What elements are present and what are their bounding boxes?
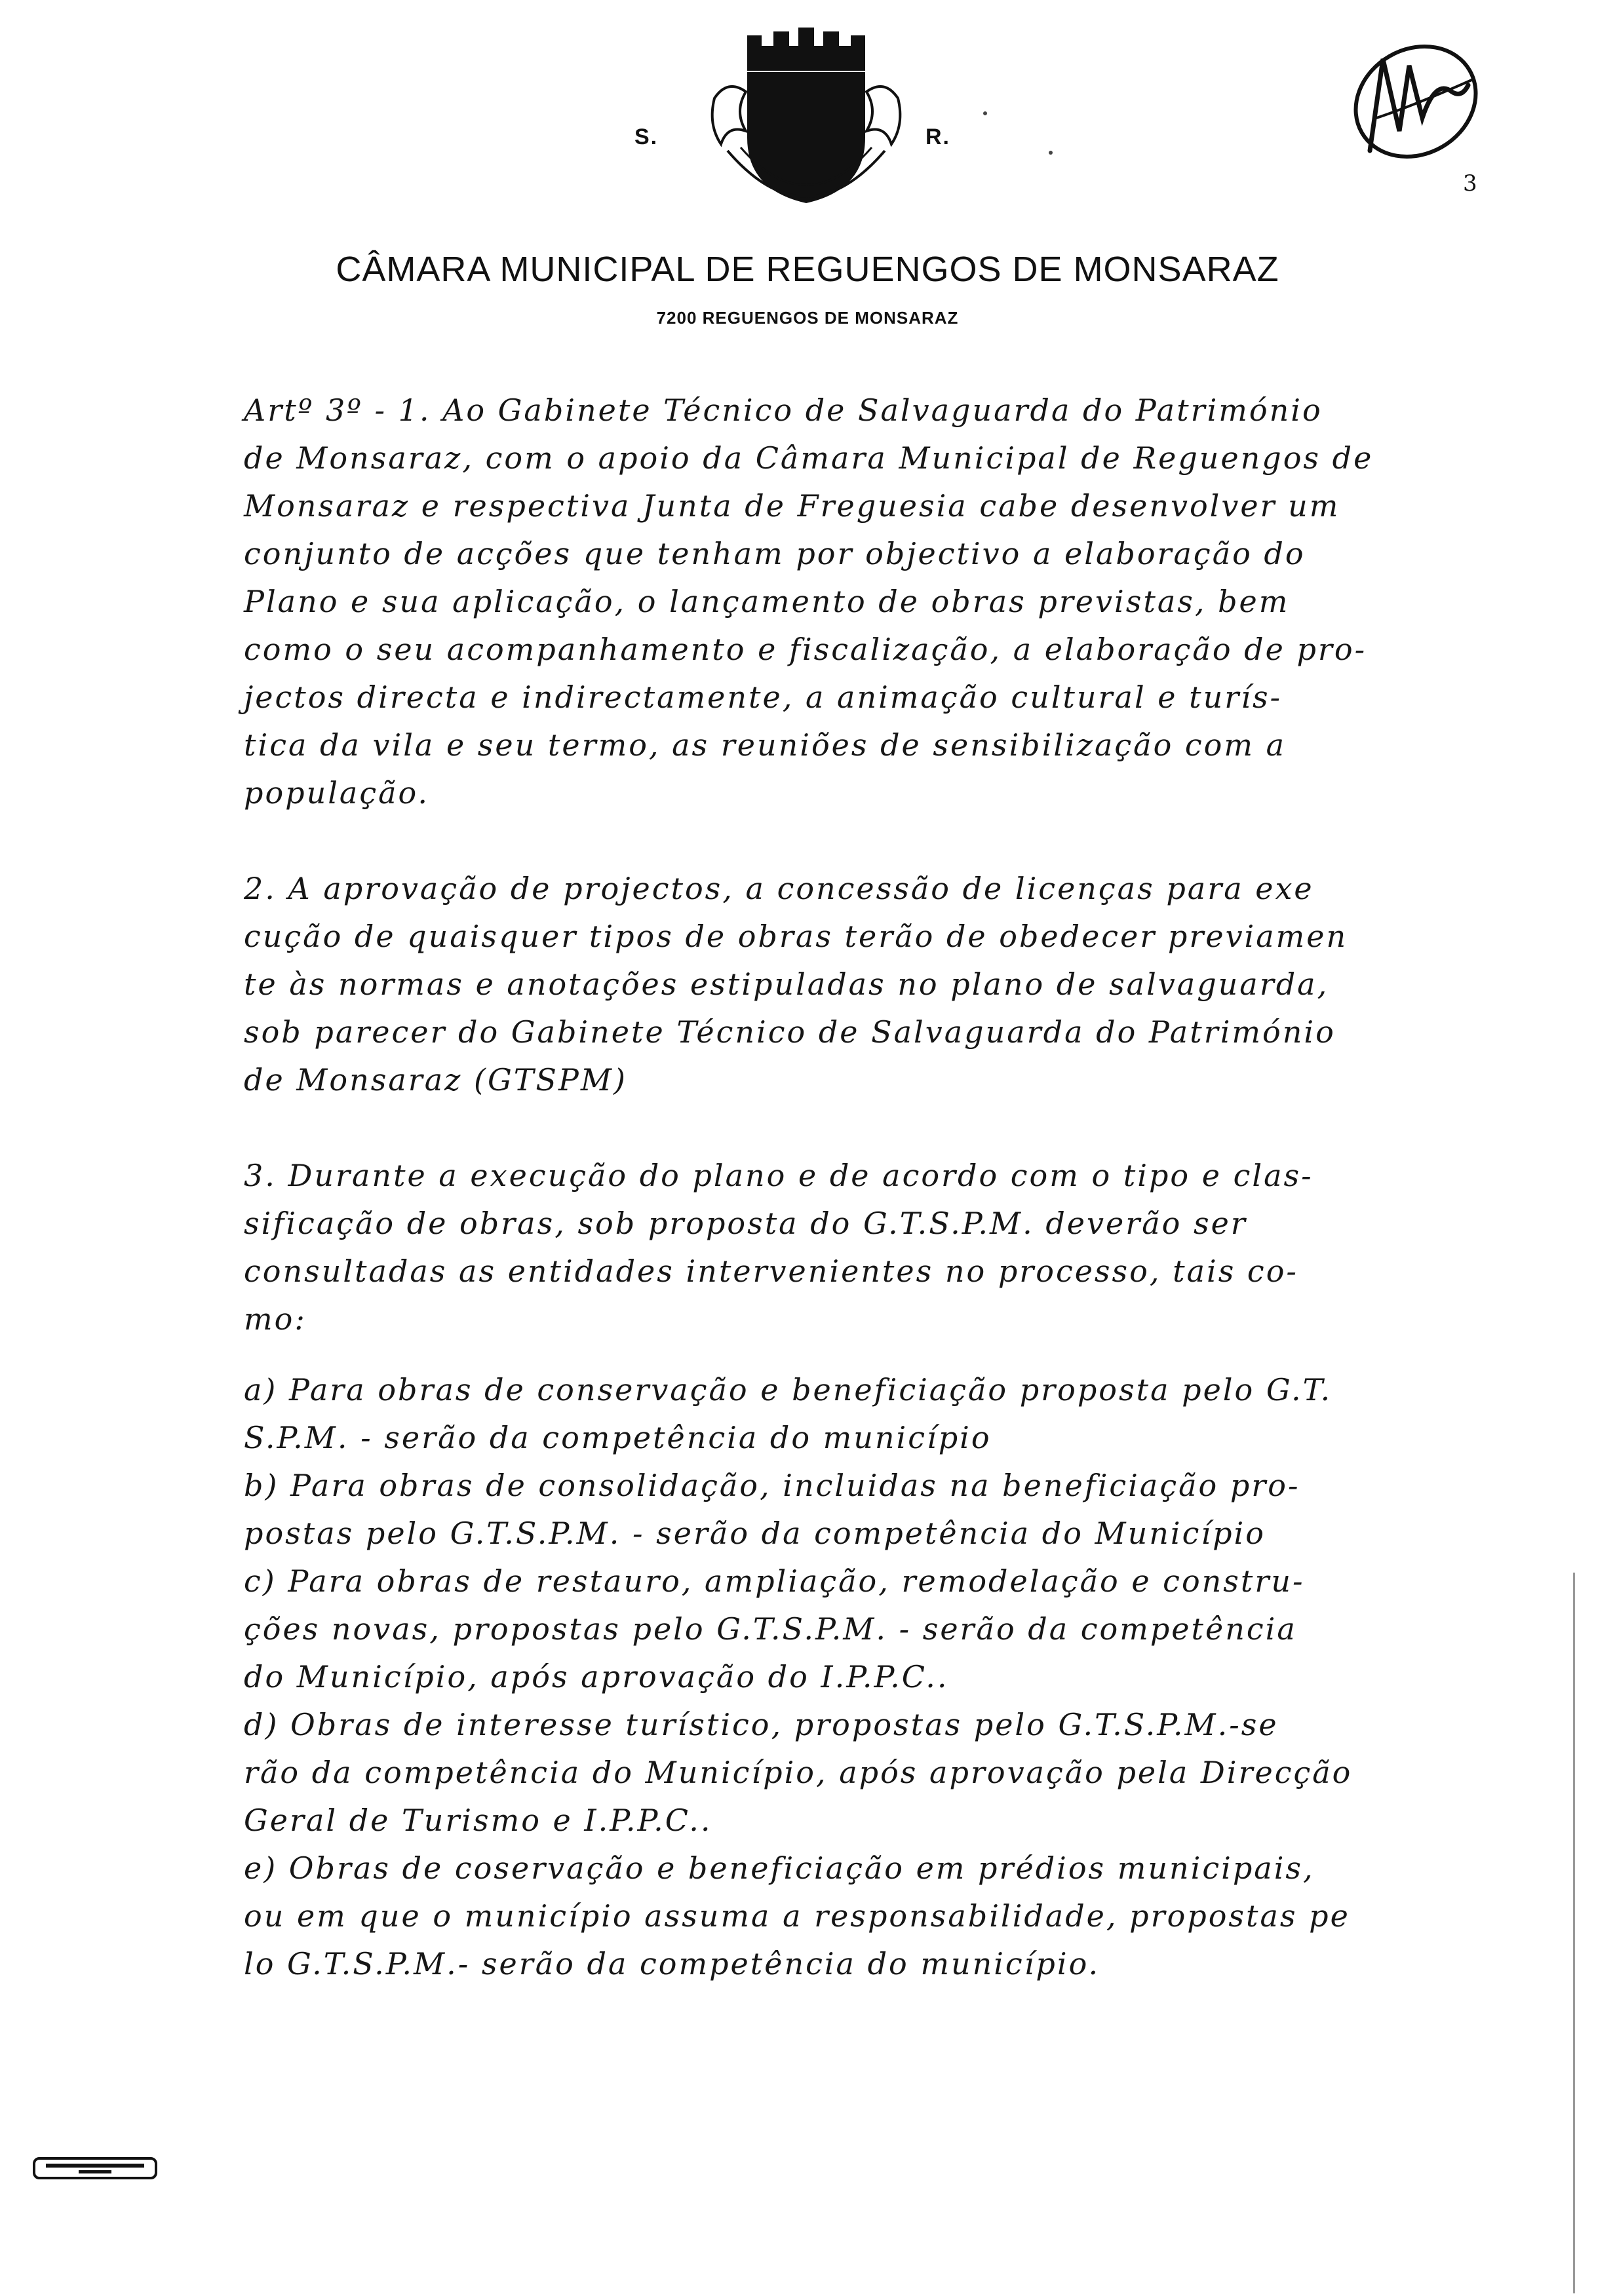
article-line: como o seu acompanhamento e fiscalização, a elaboração de pro- (244, 632, 1367, 667)
letterhead-right-letter: R. (925, 124, 950, 149)
scan-dot-mark-2 (1049, 151, 1058, 160)
article-line: conjunto de acções que tenham por objectivo a elaboração do (244, 536, 1306, 571)
clause-3-line: 3. Durante a execução do plano e de acordo com o tipo e clas- (244, 1158, 1313, 1193)
list-item-line: d) Obras de interesse turístico, propostas pelo G.T.S.P.M.-se (244, 1707, 1279, 1742)
clause-2-line: de Monsaraz (GTSPM) (244, 1062, 627, 1098)
article-line: Monsaraz e respectiva Junta de Freguesia cabe desenvolver um (244, 488, 1340, 524)
list-item-line: ou em que o município assuma a responsabilidade, propostas pe (244, 1898, 1350, 1934)
list-item-line: S.P.M. - serão da competência do município (244, 1420, 992, 1455)
list-item-line: postas pelo G.T.S.P.M. - serão da competência do Município (244, 1516, 1266, 1551)
list-item-line: b) Para obras de consolidação, incluidas na beneficiação pro- (244, 1468, 1300, 1503)
article-line: jectos directa e indirectamente, a animação cultural e turís- (244, 679, 1283, 715)
organization-address: 7200 REGUENGOS DE MONSARAZ (656, 308, 959, 328)
clause-3-line: mo: (244, 1301, 307, 1337)
list-item-line: c) Para obras de restauro, ampliação, remodelação e constru- (244, 1563, 1305, 1599)
scan-edge-line (1573, 1573, 1575, 2293)
list-item-line: e) Obras de coservação e beneficiação em prédios municipais, (244, 1850, 1315, 1886)
handwritten-signature (1337, 20, 1494, 177)
article-line: tica da vila e seu termo, as reuniões de sensibilização com a (244, 727, 1287, 763)
scan-dot-mark (983, 111, 992, 121)
stamp-icon (33, 2156, 157, 2182)
clause-3-line: consultadas as entidades intervenientes no processo, tais co- (244, 1253, 1298, 1289)
list-item-line: rão da competência do Município, após aprovação pela Direcção (244, 1755, 1353, 1790)
clause-2-line: sob parecer do Gabinete Técnico de Salvaguarda do Património (244, 1014, 1336, 1050)
clause-3-line: sificação de obras, sob proposta do G.T.S.P.M. deverão ser (244, 1206, 1247, 1241)
clause-2-line: 2. A aprovação de projectos, a concessão de licenças para exe (244, 871, 1314, 906)
list-item-line: ções novas, propostas pelo G.T.S.P.M. - serão da competência (244, 1611, 1297, 1647)
clause-2-line: cução de quaisquer tipos de obras terão de obedecer previamen (244, 919, 1348, 954)
seal-text (701, 26, 702, 27)
article-line: Plano e sua aplicação, o lançamento de obras previstas, bem (244, 584, 1290, 619)
signature-icon (1337, 20, 1494, 177)
clause-2-line: te às normas e anotações estipuladas no plano de salvaguarda, (244, 966, 1329, 1002)
organization-name: CÂMARA MUNICIPAL DE REGUENGOS DE MONSARAZ (336, 250, 1279, 289)
article-body (244, 387, 1450, 1988)
list-item-line: do Município, após aprovação do I.P.P.C.. (244, 1659, 949, 1694)
page-number: 3 (1463, 170, 1477, 197)
municipal-seal (701, 26, 911, 223)
letterhead-left-letter: S. (634, 124, 659, 149)
list-item-line: lo G.T.S.P.M.- serão da competência do município. (244, 1946, 1100, 1981)
article-line: Artº 3º - 1. Ao Gabinete Técnico de Salvaguarda do Património (244, 392, 1323, 428)
printer-stamp (33, 2156, 157, 2182)
coat-of-arms-icon (701, 26, 911, 223)
list-item-line: a) Para obras de conservação e beneficiação proposta pelo G.T. (244, 1372, 1333, 1407)
article-line: população. (244, 775, 430, 811)
list-item-line: Geral de Turismo e I.P.P.C.. (244, 1803, 712, 1838)
article-line: de Monsaraz, com o apoio da Câmara Municipal de Reguengos de (244, 440, 1374, 476)
